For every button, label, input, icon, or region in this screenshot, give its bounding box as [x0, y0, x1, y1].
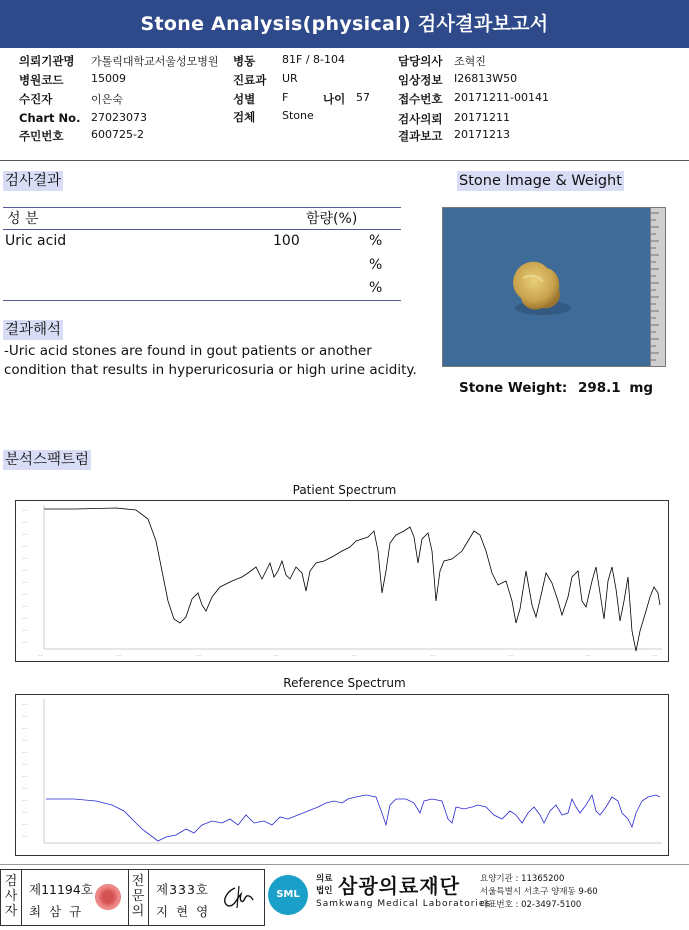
row-value: 100 — [273, 233, 300, 249]
svg-text:----: ---- — [22, 834, 28, 838]
dept-value: UR — [282, 72, 298, 85]
svg-text:----: ---- — [116, 653, 122, 657]
stone-photo — [442, 207, 666, 367]
expert-license-no: 제333호 — [156, 882, 210, 897]
reference-spectrum-title: Reference Spectrum — [283, 676, 406, 690]
patient-label: 수진자 — [19, 92, 53, 106]
rrn-value: 600725-2 — [91, 128, 144, 141]
age-label: 나이 — [323, 92, 346, 106]
svg-text:----: ---- — [22, 616, 28, 620]
specimen-value: Stone — [282, 109, 314, 122]
specimen-label: 검체 — [233, 110, 256, 124]
request-label: 검사의뢰 — [398, 112, 443, 126]
header-divider — [0, 160, 689, 161]
clinical-label: 임상정보 — [398, 73, 443, 87]
org-contact — [480, 873, 598, 912]
reference-spectrum-graphic — [16, 695, 668, 855]
reference-spectrum-chart — [15, 694, 669, 856]
examiner-label: 검사자 — [4, 874, 18, 919]
row-component: Uric acid — [5, 233, 67, 249]
stone-weight — [459, 380, 653, 396]
svg-text:----: ---- — [22, 798, 28, 802]
org-prefix-bottom: 법인 — [316, 886, 333, 896]
svg-text:----: ---- — [22, 628, 28, 632]
svg-text:----: ---- — [22, 702, 28, 706]
stone-weight-unit: mg — [629, 380, 654, 396]
contact-line: 서울특별시 서초구 양재동 9-60 — [480, 887, 598, 897]
report-date-value: 20171213 — [454, 128, 510, 141]
stone-weight-value: 298.1 — [577, 380, 621, 396]
svg-text:----: ---- — [22, 738, 28, 742]
svg-text:----: ---- — [22, 580, 28, 584]
request-value: 20171211 — [454, 111, 510, 124]
row-unit: % — [369, 257, 383, 273]
svg-text:----: ---- — [586, 653, 592, 657]
patient-spectrum-chart — [15, 500, 669, 662]
patient-value: 이은숙 — [91, 93, 123, 106]
contact-line: 대표번호 : 02-3497-5100 — [480, 900, 582, 910]
dept-label: 진료과 — [233, 73, 267, 87]
examiner-seal-icon — [95, 884, 121, 910]
stone-weight-label: Stone Weight: — [459, 380, 568, 396]
svg-text:----: ---- — [22, 556, 28, 560]
results-section-title: 검사결과 — [5, 173, 62, 189]
report-date-label: 결과보고 — [398, 129, 443, 143]
svg-text:----: ---- — [352, 653, 358, 657]
svg-text:----: ---- — [38, 653, 44, 657]
sex-value: F — [282, 91, 289, 104]
svg-text:----: ---- — [22, 786, 28, 790]
receipt-label: 접수번호 — [398, 92, 443, 106]
stone-image-section-title: Stone Image & Weight — [459, 173, 622, 189]
expert-name: 지 현 영 — [156, 904, 211, 919]
chart-value: 27023073 — [91, 111, 147, 124]
svg-text:----: ---- — [22, 592, 28, 596]
col-component-header: 성 분 — [7, 211, 39, 227]
institution-value: 가톨릭대학교서울성모병원 — [91, 55, 219, 68]
svg-text:----: ---- — [22, 544, 28, 548]
interpretation-line: -Uric acid stones are found in gout patients or another — [4, 343, 372, 359]
svg-text:----: ---- — [22, 604, 28, 608]
svg-text:----: ---- — [22, 508, 28, 512]
table-bottom-rule — [3, 300, 401, 301]
doctor-value: 조혁진 — [454, 55, 486, 68]
sml-logo-icon: SML — [268, 875, 308, 915]
patient-info — [0, 52, 689, 160]
doctor-label: 담당의사 — [398, 54, 443, 68]
receipt-value: 20171211-00141 — [454, 91, 549, 104]
clinical-value: I26813W50 — [454, 72, 518, 85]
interpretation-section-title: 결과해석 — [5, 322, 62, 338]
age-value: 57 — [356, 91, 370, 104]
svg-text:----: ---- — [22, 822, 28, 826]
report-title: Stone Analysis(physical) 검사결과보고서 — [0, 0, 689, 48]
svg-text:----: ---- — [196, 653, 202, 657]
org-name: 삼광의료재단 — [338, 874, 460, 898]
sex-label: 성별 — [233, 92, 256, 106]
chart-label: Chart No. — [19, 111, 81, 125]
svg-text:----: ---- — [22, 762, 28, 766]
row-unit: % — [369, 280, 383, 296]
ward-label: 병동 — [233, 54, 256, 68]
table-header-rule — [3, 229, 401, 230]
examiner-license-no: 제11194호 — [29, 882, 93, 897]
svg-text:----: ---- — [22, 532, 28, 536]
patient-spectrum-title: Patient Spectrum — [292, 483, 397, 497]
examiner-name: 최 삼 규 — [29, 904, 84, 919]
org-name-en: Samkwang Medical Laboratories — [316, 899, 492, 909]
stone-photo-graphic — [443, 208, 665, 366]
svg-text:----: ---- — [22, 726, 28, 730]
svg-text:----: ---- — [274, 653, 280, 657]
expert-signature-icon — [217, 882, 257, 912]
svg-text:----: ---- — [22, 568, 28, 572]
hospital-code-value: 15009 — [91, 72, 126, 85]
svg-text:----: ---- — [508, 653, 514, 657]
patient-spectrum-graphic — [16, 501, 668, 661]
ward-value: 81F / 8-104 — [282, 53, 345, 66]
interpretation-text — [4, 342, 424, 380]
svg-text:----: ---- — [22, 640, 28, 644]
photo-ruler — [650, 208, 665, 366]
spectrum-section-title: 분석스팩트럼 — [5, 452, 90, 468]
signature-box — [0, 869, 265, 926]
svg-text:----: ---- — [22, 714, 28, 718]
interpretation-line: condition that results in hyperuricosuria or high urine acidity. — [4, 362, 417, 378]
institution-label: 의뢰기관명 — [19, 54, 75, 68]
svg-text:----: ---- — [22, 810, 28, 814]
report-footer — [0, 864, 689, 930]
svg-text:----: ---- — [430, 653, 436, 657]
hospital-code-label: 병원코드 — [19, 73, 64, 87]
svg-text:----: ---- — [22, 774, 28, 778]
svg-text:----: ---- — [22, 750, 28, 754]
svg-text:----: ---- — [652, 653, 658, 657]
rrn-label: 주민번호 — [19, 129, 64, 143]
org-prefix-top: 의료 — [316, 874, 333, 884]
svg-text:----: ---- — [22, 520, 28, 524]
contact-line: 요양기관 : 11365200 — [480, 874, 565, 884]
row-unit: % — [369, 233, 383, 249]
col-content-header: 함량(%) — [306, 211, 358, 227]
expert-label: 전문의 — [131, 874, 145, 919]
